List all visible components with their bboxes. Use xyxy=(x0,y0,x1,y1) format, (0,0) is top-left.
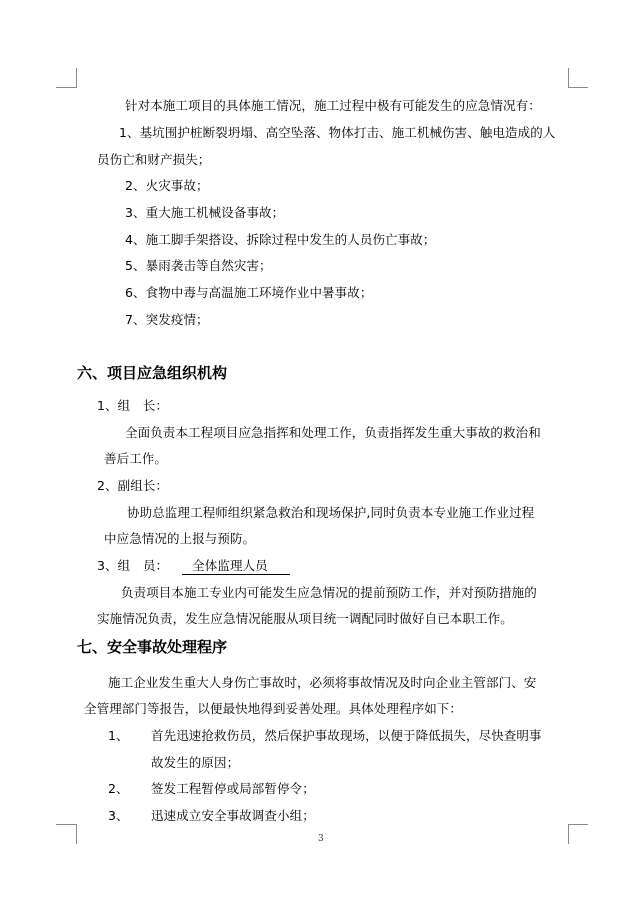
hazard-item-4: 4、施工脚手架搭设、拆除过程中发生的人员伤亡事故； xyxy=(125,232,436,247)
hazard-item-3: 3、重大施工机械设备事故； xyxy=(125,205,285,220)
page-number: 3 xyxy=(318,834,324,844)
hazard-item-5: 5、暴雨袭击等自然灾害； xyxy=(125,258,272,273)
step-1-line2: 故发生的原因； xyxy=(151,755,240,770)
intro-text: 针对本施工项目的具体施工情况，施工过程中极有可能发生的应急情况有： xyxy=(125,98,541,113)
step-2-line1: 签发工程暂停或局部暂停令； xyxy=(151,781,315,796)
hazard-item-1-line1: 1、基坑围护桩断裂坍塌、高空坠落、物体打击、施工机械伤害、触电造成的人 xyxy=(119,125,556,140)
deputy-desc-line2: 中应急情况的上报与预防。 xyxy=(104,531,256,546)
crop-mark-top-right-v xyxy=(568,68,569,88)
member-desc-line1: 负责项目本施工专业内可能发生应急情况的提前预防工作，并对预防措施的 xyxy=(121,585,537,600)
leader-desc-line1: 全面负责本工程项目应急指挥和处理工作，负责指挥发生重大事故的救治和 xyxy=(125,425,541,440)
step-3-line1: 迅速成立安全事故调查小组； xyxy=(151,808,315,823)
hazard-item-7: 7、突发疫情； xyxy=(125,312,209,327)
member-desc-line2: 实施情况负责，发生应急情况能服从项目统一调配同时做好自已本职工作。 xyxy=(97,611,513,626)
hazard-item-2: 2、火灾事故； xyxy=(125,178,209,193)
step-1-line1: 首先迅速抢救伤员，然后保护事故现场，以便于降低损失，尽快查明事 xyxy=(151,728,542,743)
crop-mark-bottom-left-h xyxy=(56,824,76,825)
member-value: 全体监理人员 xyxy=(182,558,290,575)
crop-mark-bottom-left-v xyxy=(76,824,77,844)
section-6-heading: 六、项目应急组织机构 xyxy=(77,364,228,382)
step-3-number: 3、 xyxy=(108,808,129,823)
crop-mark-top-right-h xyxy=(568,87,588,88)
crop-mark-bottom-right-v xyxy=(568,824,569,844)
crop-mark-bottom-right-h xyxy=(568,824,588,825)
leader-desc-line2: 善后工作。 xyxy=(104,451,168,466)
deputy-desc-line1: 协助总监理工程师组织紧急救治和现场保护,同时负责本专业施工作业过程 xyxy=(127,505,535,520)
member-label: 3、组 员： xyxy=(97,558,169,573)
hazard-item-6: 6、食物中毒与高温施工环境作业中暑事故； xyxy=(125,285,373,300)
section-7-intro-line1: 施工企业发生重大人身伤亡事故时，必须将事故情况及时向企业主管部门、安 xyxy=(108,675,537,690)
member-row xyxy=(97,558,290,574)
step-1-number: 1、 xyxy=(108,728,129,743)
section-7-heading: 七、安全事故处理程序 xyxy=(77,638,228,656)
section-7-intro-line2: 全管理部门等报告，以便最快地得到妥善处理。具体处理程序如下： xyxy=(84,701,463,716)
deputy-label: 2、副组长： xyxy=(97,478,169,493)
crop-mark-top-left-h xyxy=(56,87,76,88)
step-2-number: 2、 xyxy=(108,781,129,796)
leader-label: 1、组 长： xyxy=(97,398,169,413)
hazard-item-1-line2: 员伤亡和财产损失； xyxy=(97,152,211,167)
crop-mark-top-left-v xyxy=(76,68,77,88)
